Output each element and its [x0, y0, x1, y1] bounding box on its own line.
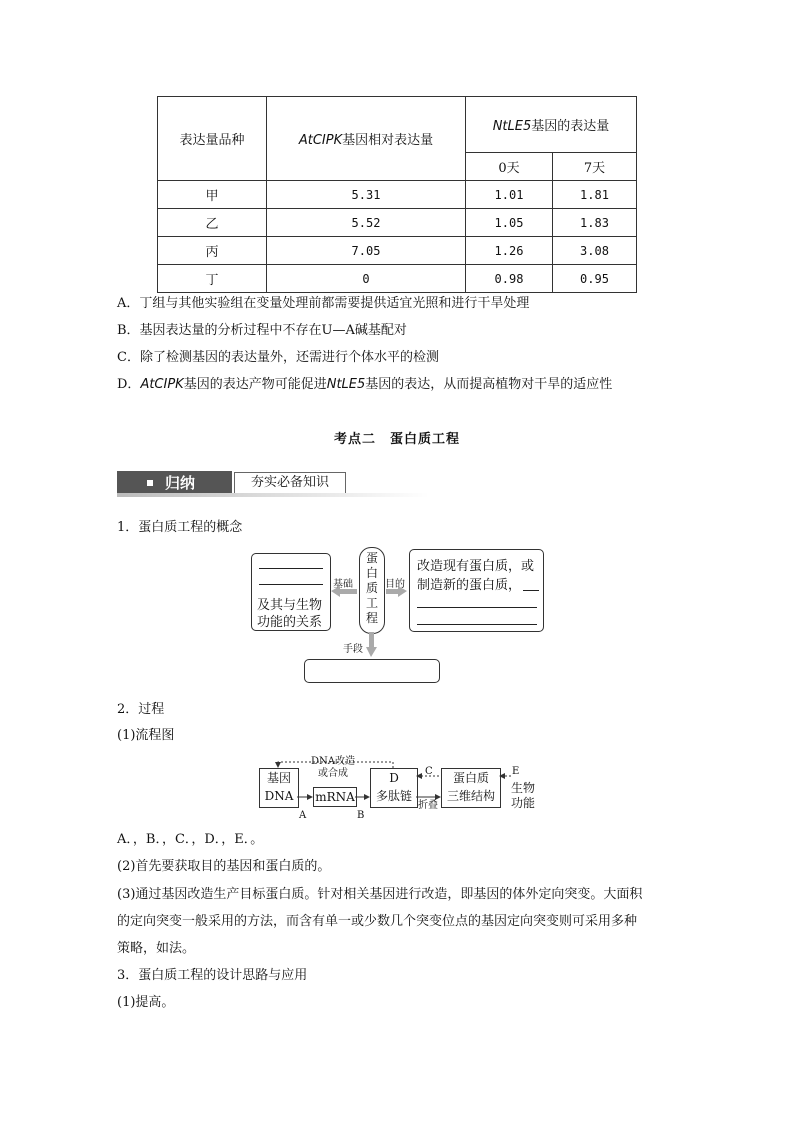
ntle5-header-suffix: 基因的表达量: [531, 119, 610, 134]
design-title: 3．蛋白质工程的设计思路与应用: [117, 968, 308, 983]
row-atcipk: 7.05: [267, 237, 466, 265]
left-text-2: 功能的关系: [257, 615, 323, 630]
center-char: 白: [365, 566, 378, 580]
atcipk-gene-name: AtCIPK: [298, 133, 343, 148]
row-day0: 1.05: [466, 209, 553, 237]
row-day7: 1.81: [553, 181, 637, 209]
label-basis: 基础: [333, 579, 353, 590]
letter-b: B: [357, 810, 365, 821]
row-day0: 0.98: [466, 265, 553, 293]
option-d-prefix: D．: [117, 377, 141, 392]
row-atcipk: 5.52: [267, 209, 466, 237]
row-name: 丁: [158, 265, 267, 293]
ntle5-gene-name: NtLE5: [492, 119, 532, 134]
banner-label: 归纳: [165, 474, 196, 492]
right-text-2: 制造新的蛋白质，: [417, 578, 522, 593]
option-a: A．丁组与其他实验组在变量处理前都需要提供适宜光照和进行干旱处理: [117, 296, 530, 311]
mrna-box: mRNA: [313, 787, 357, 807]
center-char: 程: [365, 611, 378, 625]
process-sub1: (1)流程图: [117, 728, 175, 743]
label-means: 手段: [343, 644, 363, 655]
protein-label: 蛋白质: [452, 771, 489, 785]
dna-modify-label-2: 或合成: [318, 768, 348, 779]
banner-tag: 夯实必备知识: [234, 472, 346, 494]
center-char: 蛋: [365, 551, 378, 565]
design-sub1: (1)提高。: [117, 995, 175, 1010]
row-atcipk: 0: [267, 265, 466, 293]
process-sub3-line1: (3)通过基因改造生产目标蛋白质。针对相关基因进行改造，即基因的体外定向突变。大面积: [117, 887, 643, 902]
option-d-mid: 基因的表达产物可能促进: [183, 377, 327, 392]
concept-title: 1．蛋白质工程的概念: [117, 520, 243, 535]
arrow-icon: [364, 794, 370, 800]
header-variety: 表达量品种: [158, 97, 267, 181]
row-name: 甲: [158, 181, 267, 209]
d-label: D: [389, 771, 399, 785]
header-day0: 0天: [466, 153, 553, 181]
label-purpose: 目的: [385, 579, 405, 590]
arrow-icon: [416, 773, 422, 779]
atcipk-header-suffix: 基因相对表达量: [342, 133, 434, 148]
option-c: C．除了检测基因的表达量外，还需进行个体水平的检测: [117, 350, 439, 365]
row-day7: 3.08: [553, 237, 637, 265]
option-d-suffix: 基因的表达，从而提高植物对干旱的适应性: [365, 377, 613, 392]
right-text-1: 改造现有蛋白质，或: [417, 559, 535, 574]
process-sub2: (2)首先要获取目的基因和蛋白质的。: [117, 859, 331, 874]
dna-label: DNA: [264, 789, 294, 803]
process-title: 2．过程: [117, 702, 165, 717]
row-day0: 1.01: [466, 181, 553, 209]
row-atcipk: 5.31: [267, 181, 466, 209]
function-line-1: 生物: [511, 781, 536, 795]
polypeptide-label: 多肽链: [375, 789, 412, 803]
process-sub3-line2: 的定向突变一般采用的方法，而含有单一或少数几个突变位点的基因定向突变则可采用多种: [117, 914, 638, 929]
row-day7: 0.95: [553, 265, 637, 293]
answer-line: A．，B．，C．，D．，E．。: [117, 832, 264, 847]
arrow-icon: [307, 794, 313, 800]
letter-a: A: [299, 810, 307, 821]
arrow-icon: [499, 773, 505, 779]
function-line-2: 功能: [511, 796, 536, 810]
row-day0: 1.26: [466, 237, 553, 265]
row-name: 丙: [158, 237, 267, 265]
header-day7: 7天: [553, 153, 637, 181]
letter-c: C: [425, 766, 433, 777]
process-sub3-line3: 策略，如法。: [117, 941, 196, 956]
left-text-1: 及其与生物: [257, 598, 323, 613]
letter-e: E: [512, 766, 520, 777]
center-char: 质: [365, 581, 378, 595]
option-d-gene2: NtLE5: [326, 377, 366, 392]
center-char: 工: [365, 596, 378, 610]
option-b: B．基因表达量的分析过程中不存在U—A碱基配对: [117, 323, 407, 338]
gene-label: 基因: [266, 771, 291, 785]
section-title: 考点二 蛋白质工程: [333, 432, 460, 447]
option-d-gene1: AtCIPK: [140, 377, 184, 392]
row-name: 乙: [158, 209, 267, 237]
structure-label: 三维结构: [446, 789, 495, 803]
fold-label: 折叠: [418, 800, 438, 811]
dna-modify-label-1: DNA改造: [311, 756, 355, 767]
arrow-icon: [275, 762, 281, 768]
arrow-icon: [435, 794, 441, 800]
row-day7: 1.83: [553, 209, 637, 237]
